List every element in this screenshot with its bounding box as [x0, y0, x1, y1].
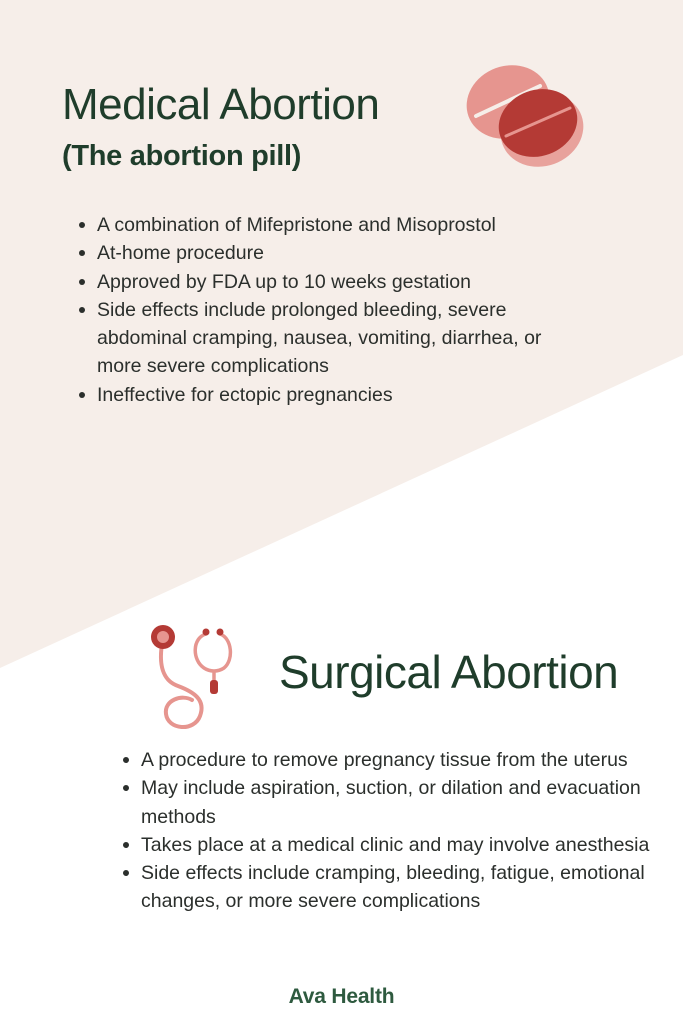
list-item: Side effects include prolonged bleeding, severe abdominal cramping, nausea, vomiting, diarrhea, or more severe complications	[97, 296, 567, 381]
brand-logo: Ava Health	[288, 985, 395, 1008]
list-item: Takes place at a medical clinic and may involve anesthesia	[141, 831, 671, 859]
surgical-abortion-title: Surgical Abortion	[279, 646, 619, 698]
list-item: Ineffective for ectopic pregnancies	[97, 381, 567, 409]
list-item: A combination of Mifepristone and Misoprostol	[97, 211, 567, 239]
pill-icon	[462, 60, 586, 170]
stethoscope-icon	[148, 620, 238, 732]
surgical-abortion-list	[141, 746, 671, 916]
list-item: At-home procedure	[97, 239, 567, 267]
list-item: A procedure to remove pregnancy tissue from the uterus	[141, 746, 671, 774]
list-item: Approved by FDA up to 10 weeks gestation	[97, 268, 567, 296]
list-item: May include aspiration, suction, or dilation and evacuation methods	[141, 774, 671, 831]
list-item: Side effects include cramping, bleeding, fatigue, emotional changes, or more severe complications	[141, 859, 671, 916]
medical-abortion-title: Medical Abortion	[62, 80, 380, 129]
medical-abortion-subtitle: (The abortion pill)	[62, 140, 302, 172]
medical-abortion-list	[97, 211, 567, 409]
